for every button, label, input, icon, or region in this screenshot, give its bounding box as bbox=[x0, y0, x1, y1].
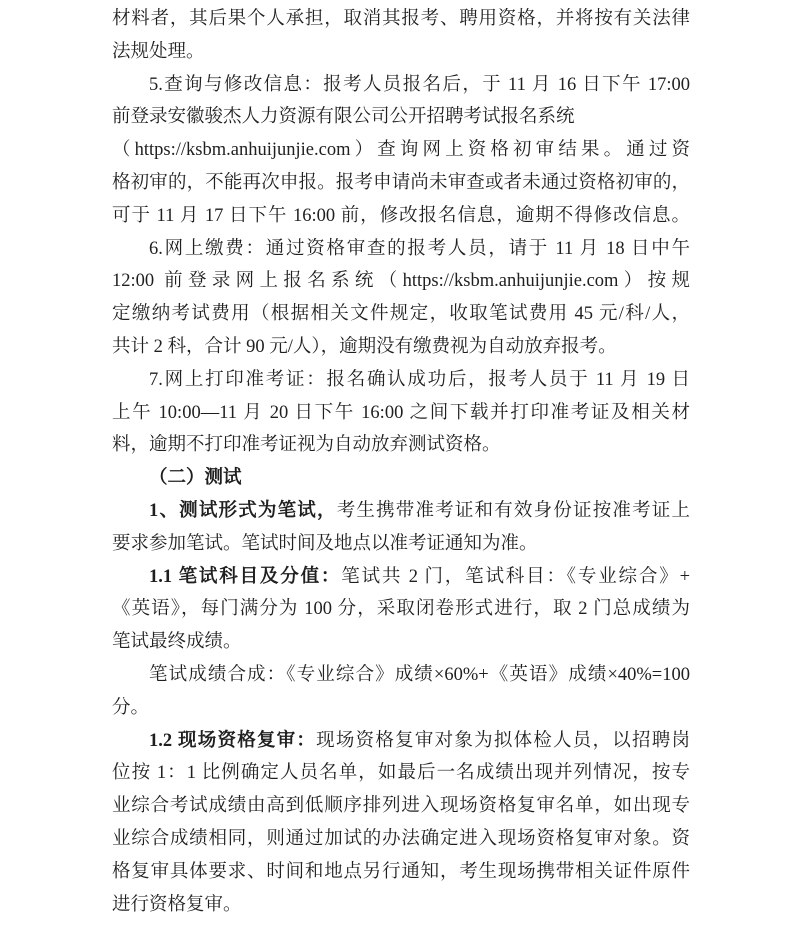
text-segment: 格初审的，不能再次申报。报考申请尚未审查或者未通过资格初审的， bbox=[112, 172, 690, 193]
text-line bbox=[112, 3, 690, 36]
text-line bbox=[112, 167, 690, 200]
text-segment: 5.查询与修改信息：报考人员报名后，于 11 月 16 日下午 17:00 bbox=[149, 74, 690, 95]
text-segment: 进行资格复审。 bbox=[112, 894, 242, 915]
text-segment: 7.网上打印准考证：报名确认成功后，报考人员于 11 月 19 日 bbox=[149, 369, 690, 390]
text-line bbox=[112, 364, 690, 397]
text-segment: 位按 1：1 比例确定人员名单，如最后一名成绩出现并列情况，按专 bbox=[112, 763, 690, 784]
text-line bbox=[112, 397, 690, 430]
text-line bbox=[112, 36, 690, 69]
text-line bbox=[112, 298, 690, 331]
text-line bbox=[112, 692, 690, 725]
text-segment: 材料者，其后果个人承担，取消其报考、聘用资格，并将按有关法律 bbox=[112, 9, 690, 29]
text-line bbox=[112, 626, 690, 659]
text-segment: 12:00 前登录网上报名系统（https://ksbm.anhuijunjie.com）按规 bbox=[112, 271, 690, 292]
text-line bbox=[112, 757, 690, 790]
text-line bbox=[112, 134, 690, 167]
text-line bbox=[112, 593, 690, 626]
text-segment: 共计 2 科，合计 90 元/人），逾期没有缴费视为自动放弃报考。 bbox=[112, 336, 617, 357]
bold-text-segment: 1.1 笔试科目及分值： bbox=[149, 566, 342, 587]
text-line bbox=[112, 561, 690, 594]
text-segment: 6.网上缴费：通过资格审查的报考人员，请于 11 月 18 日中午 bbox=[149, 238, 690, 259]
text-line bbox=[112, 659, 690, 692]
text-line bbox=[112, 331, 690, 364]
text-line bbox=[112, 790, 690, 823]
text-segment: 料，逾期不打印准考证视为自动放弃测试资格。 bbox=[112, 435, 501, 456]
text-segment: 业综合考试成绩由高到低顺序排列进入现场资格复审名单，如出现专 bbox=[112, 796, 690, 817]
text-segment: 现场资格复审对象为拟体检人员，以招聘岗 bbox=[316, 730, 690, 751]
text-segment: 前登录安徽骏杰人力资源有限公司公开招聘考试报名系统 bbox=[112, 107, 575, 128]
text-segment: （https://ksbm.anhuijunjie.com）查询网上资格初审结果。通过资 bbox=[112, 140, 690, 161]
text-segment: 笔试成绩合成：《专业综合》成绩×60%+《英语》成绩×40%=100 bbox=[149, 664, 690, 685]
text-line bbox=[112, 823, 690, 856]
text-segment: 格复审具体要求、时间和地点另行通知，考生现场携带相关证件原件 bbox=[112, 861, 690, 882]
text-line bbox=[112, 69, 690, 102]
text-line bbox=[112, 495, 690, 528]
bold-text-segment: 1、测试形式为笔试， bbox=[149, 500, 337, 521]
bold-text-segment: 1.2 现场资格复审： bbox=[149, 730, 317, 751]
text-segment: 可于 11 月 17 日下午 16:00 前，修改报名信息，逾期不得修改信息。 bbox=[112, 205, 690, 226]
document-text-body bbox=[112, 3, 690, 921]
text-segment: 《英语》，每门满分为 100 分，采取闭卷形式进行，取 2 门总成绩为 bbox=[112, 599, 690, 620]
text-line bbox=[112, 233, 690, 266]
text-line bbox=[112, 528, 690, 561]
text-line bbox=[112, 889, 690, 922]
text-segment: 法规处理。 bbox=[112, 41, 205, 62]
text-line bbox=[112, 200, 690, 233]
bold-text-segment: （二）测试 bbox=[149, 468, 242, 489]
text-segment: 业综合成绩相同，则通过加试的办法确定进入现场资格复审对象。资 bbox=[112, 828, 690, 849]
text-segment: 分。 bbox=[112, 697, 150, 718]
text-segment: 考生携带准考证和有效身份证按准考证上 bbox=[336, 500, 690, 521]
text-line bbox=[112, 101, 690, 134]
text-line bbox=[112, 429, 690, 462]
text-line bbox=[112, 725, 690, 758]
text-segment: 要求参加笔试。笔试时间及地点以准考证通知为准。 bbox=[112, 533, 538, 554]
text-segment: 上午 10:00—11 月 20 日下午 16:00 之间下载并打印准考证及相关材 bbox=[112, 402, 690, 423]
text-line bbox=[112, 462, 690, 495]
text-line bbox=[112, 265, 690, 298]
text-line bbox=[112, 856, 690, 889]
text-segment: 定缴纳考试费用（根据相关文件规定，收取笔试费用 45 元/科/人， bbox=[112, 304, 690, 325]
text-segment: 笔试共 2 门，笔试科目：《专业综合》+ bbox=[341, 566, 690, 587]
text-segment: 笔试最终成绩。 bbox=[112, 632, 242, 653]
